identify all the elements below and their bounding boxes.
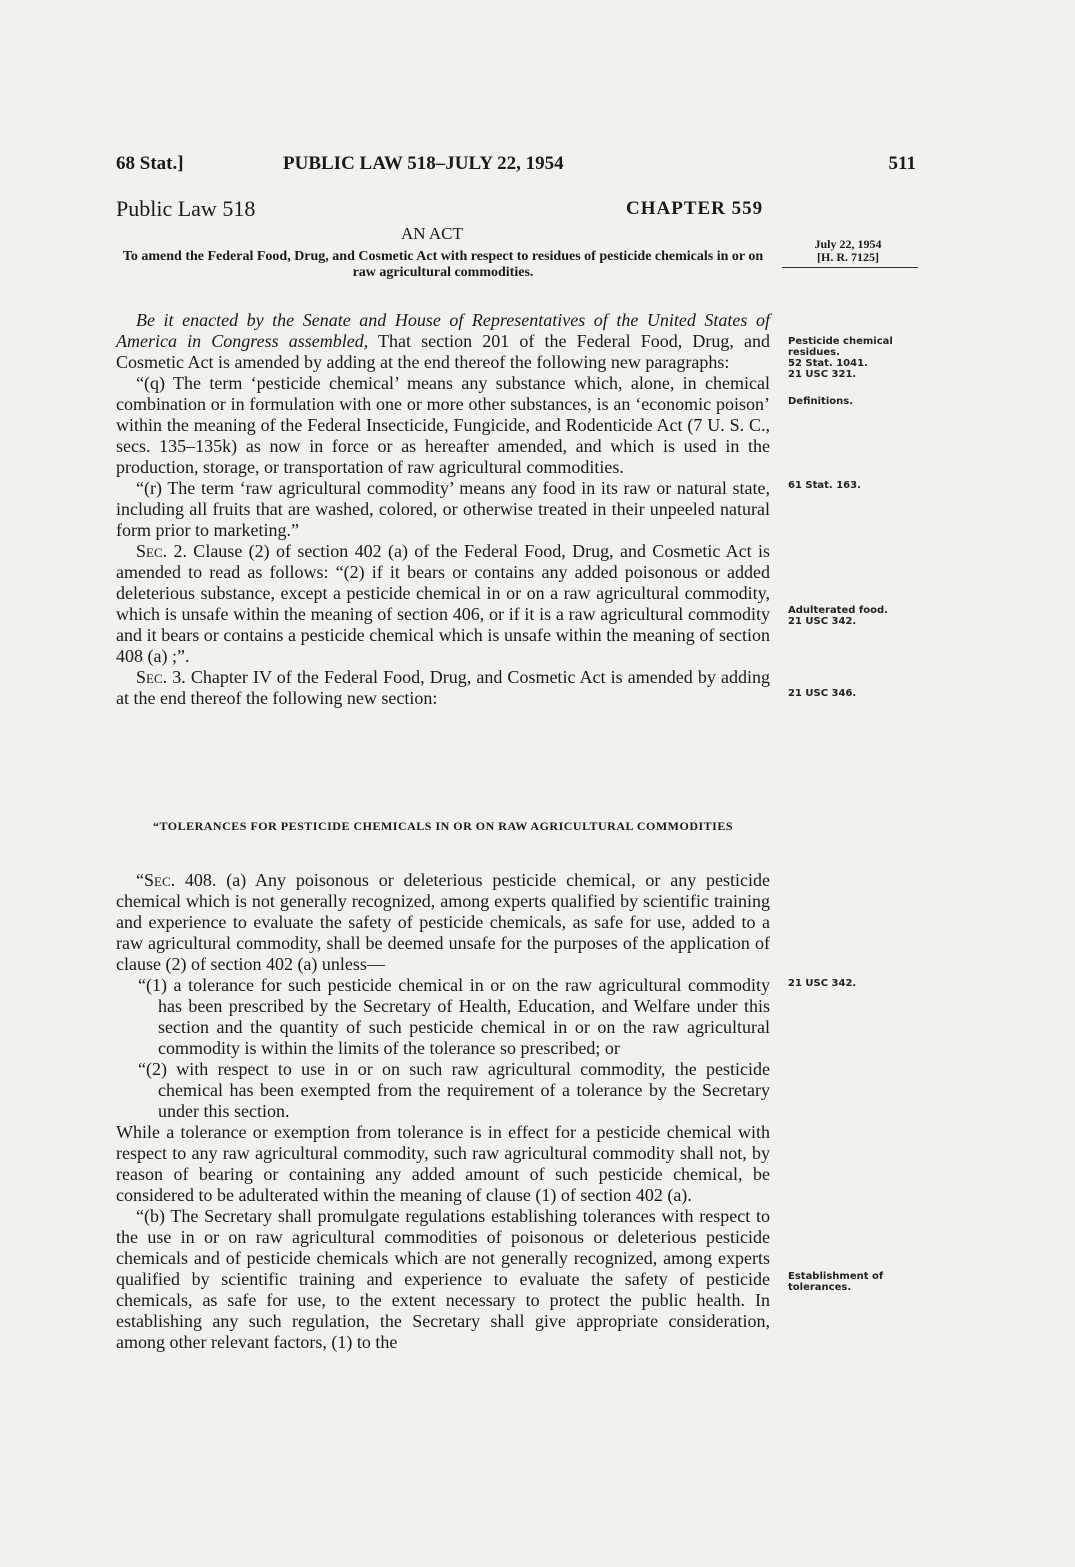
enacting-body — [116, 310, 770, 709]
running-title: PUBLIC LAW 518–JULY 22, 1954 — [283, 153, 564, 174]
section-408-label: “Sec. 408. — [136, 870, 217, 890]
section-408-a — [116, 870, 770, 975]
running-head — [116, 153, 916, 177]
margin-note-pesticide — [788, 336, 928, 380]
section-408-body — [116, 870, 770, 1353]
margin-note-establishment: Establishment of tolerances. — [788, 1271, 884, 1293]
public-law-label: Public Law 518 — [116, 196, 256, 221]
margin-note-21usc342: 21 USC 342. — [788, 978, 857, 989]
margin-note-line: Adulterated food. — [788, 605, 888, 616]
enacting-rest: That section 201 of the Federal Food, Drug, and Cosmetic Act is amended by adding at the end thereof the following new paragraphs: — [116, 331, 770, 372]
section-3 — [116, 667, 770, 709]
clause-1: “(1) a tolerance for such pesticide chemical in or on the raw agricultural commodity has been prescribed by the Secretary of Health, Education, and Welfare under this section and the quantity of such pesticide chemical in or on the raw agricultural commodity is within the limits of the tolerance so prescribed; or — [138, 975, 770, 1058]
margin-note-line: Pesticide chemical residues. — [788, 336, 893, 358]
page-number: 511 — [888, 153, 916, 174]
margin-bill-number: [H. R. 7125] — [817, 250, 879, 264]
section-408-text: (a) Any poisonous or deleterious pesticide chemical, or any pesticide chemical which is not generally recognized, among experts qualified by scientific training and experience to evaluate the safety of pesticide chemicals, as safe for use, added to a raw agricultural commodity, shall be deemed unsafe for the purposes of the application of clause (2) of section 402 (a) unless— — [116, 870, 770, 974]
enacting-clause — [116, 310, 770, 373]
paragraph-b: “(b) The Secretary shall promulgate regulations establishing tolerances with respect to the use in or on raw agricultural commodities of poisonous or deleterious pesticide chemicals and of pesticide chemicals which are not generally recognized, among experts qualified by scientific training and experience to evaluate the safety of pesticide chemicals, as safe for use, to the extent necessary to protect the public health. In establishing any such regulation, the Secretary shall give appropriate consideration, among other relevant factors, (1) to the — [116, 1206, 770, 1352]
enacting-italic: Be it enacted by the Senate and House of Representatives of the United States of America in Congress assembled, — [116, 310, 770, 351]
act-heading: AN ACT — [401, 224, 463, 243]
section-3-label: Sec. 3. — [136, 667, 186, 687]
margin-note-line: 21 USC 321. — [788, 369, 857, 380]
paragraph-q: “(q) The term ‘pesticide chemical’ means any substance which, alone, in chemical combination or in formulation with one or more other substances, is an ‘economic poison’ within the meaning of the Federal Insecticide, Fungicide, and Rodenticide Act (7 U. S. C., secs. 135–135k) as now in force or as hereafter amended, and which is used in the production, storage, or transportation of raw agricultural commodities. — [116, 373, 770, 477]
margin-note-adulterated — [788, 605, 928, 627]
margin-note-61-stat: 61 Stat. 163. — [788, 480, 861, 491]
margin-note-line: 21 USC 342. — [788, 616, 857, 627]
chapter-label: CHAPTER 559 — [626, 198, 764, 219]
statute-volume: 68 Stat.] — [116, 153, 184, 174]
section-2-label: Sec. 2. — [136, 541, 187, 561]
section-2 — [116, 541, 770, 667]
margin-rule — [782, 267, 918, 268]
section-3-text: Chapter IV of the Federal Food, Drug, and Cosmetic Act is amended by adding at the end thereof the following new section: — [116, 667, 770, 708]
while-paragraph: While a tolerance or exemption from tolerance is in effect for a pesticide chemical with respect to any raw agricultural commodity, such raw agricultural commodity shall not, by reason of bearing or containing any added amount of such pesticide chemical, be considered to be adulterated within the meaning of clause (1) of section 402 (a). — [116, 1122, 770, 1205]
margin-note-line: 52 Stat. 1041. — [788, 358, 868, 369]
section-2-text: Clause (2) of section 402 (a) of the Federal Food, Drug, and Cosmetic Act is amended to read as follows: “(2) if it bears or contains any added poisonous or added deleterious substance, except a pesticide chemical in or on a raw agricultural commodity, which is unsafe within the meaning of section 406, or if it is a raw agricultural commodity and it bears or contains a pesticide chemical which is unsafe within the meaning of section 408 (a) ;”. — [116, 541, 770, 666]
margin-note-definitions: Definitions. — [788, 396, 853, 407]
margin-note-21usc346: 21 USC 346. — [788, 688, 857, 699]
act-title: To amend the Federal Food, Drug, and Cosmetic Act with respect to residues of pesticide chemicals in or on raw agricultural commodities. — [122, 249, 764, 280]
clause-2: “(2) with respect to use in or on such raw agricultural commodity, the pesticide chemical has been exempted from the requirement of a tolerance by the Secretary under this section. — [138, 1059, 770, 1121]
margin-date — [792, 238, 904, 264]
tolerances-heading: “TOLERANCES FOR PESTICIDE CHEMICALS IN OR ON RAW AGRICULTURAL COMMODITIES — [152, 819, 734, 833]
margin-date-line: July 22, 1954 — [814, 237, 882, 251]
paragraph-r: “(r) The term ‘raw agricultural commodity’ means any food in its raw or natural state, including all fruits that are washed, colored, or otherwise treated in their unpeeled natural form prior to marketing.” — [116, 478, 770, 540]
